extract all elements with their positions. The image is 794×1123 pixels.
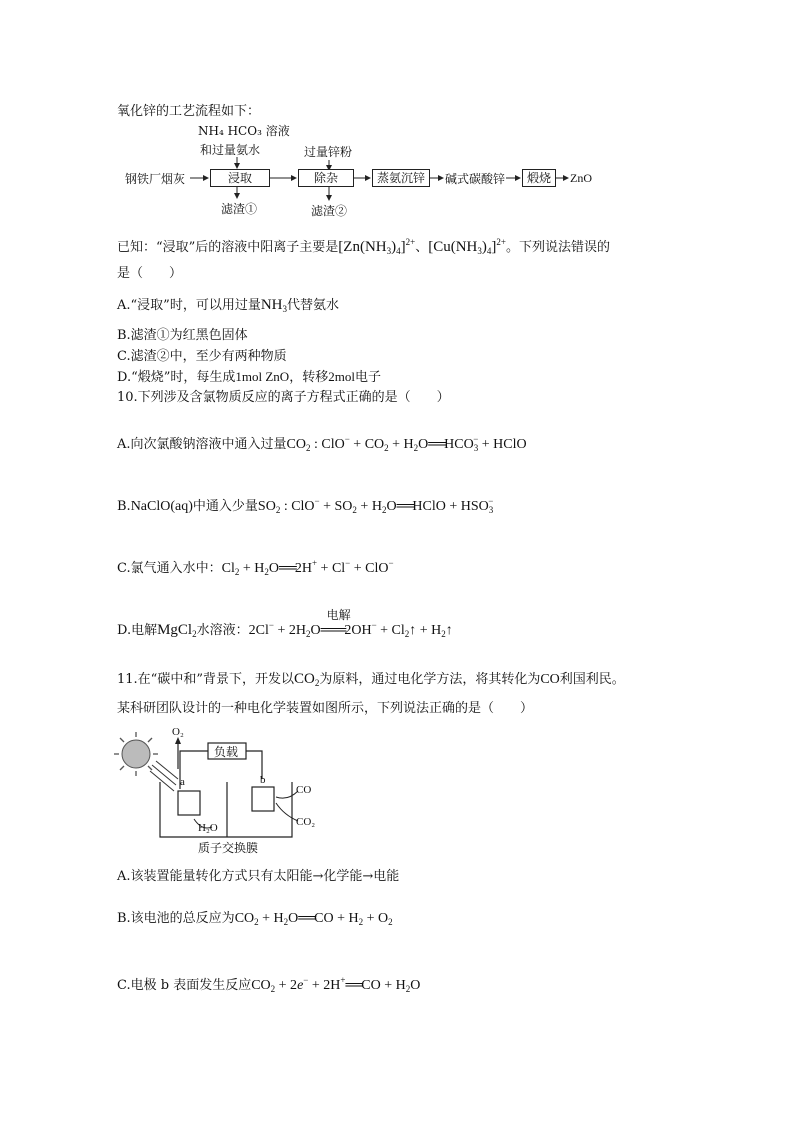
co-formula: CO <box>540 672 560 687</box>
load-label: 负载 <box>214 745 239 759</box>
q10-c-equation: $Cl_2$ + $H_2O══2H^+ + Cl^- + ClO^-$ <box>221 558 394 577</box>
electrode-b <box>252 787 274 811</box>
q10-b-mid: 中通入少量 <box>192 499 258 514</box>
q9-known-prefix: 已知：“浸取”后的溶液中阳离子主要是 <box>117 240 339 255</box>
zno-amount: 1mol ZnO <box>235 369 290 384</box>
sun-icon <box>114 732 178 791</box>
electrolysis-condition: 电解 <box>326 608 351 622</box>
q11-b-equation: $CO_2$ + $H_2O══CO + H_2 + O_2$ <box>234 911 393 927</box>
q9-d-prefix: D.“煅烧”时，每生成 <box>117 370 236 385</box>
q10-option-c <box>117 554 394 581</box>
flow-arrows <box>0 0 794 230</box>
q9-a-suffix: 代替氨水 <box>287 298 340 313</box>
q11-c-equation: $CO_2 + 2e^-$ + 2H+══CO + $H_2O$ <box>251 975 421 994</box>
q9-option-c: C.滤渣②中，至少有两种物质 <box>117 349 287 364</box>
co-label: CO <box>296 784 312 796</box>
process-flowchart <box>0 0 794 230</box>
flow-start: 钢铁厂烟灰 <box>125 172 186 186</box>
q10-a-prefix: A.向次氯酸钠溶液中通入过量 <box>117 437 287 452</box>
intermediate-label: 碱式碳酸锌 <box>445 172 506 186</box>
naclo-formula: NaClO(aq) <box>130 499 193 514</box>
q10-d-mid: 水溶液： <box>196 623 249 638</box>
flow-product: ZnO <box>570 171 592 185</box>
co2-formula: $CO_2$ <box>293 671 320 688</box>
co2-label: CO₂ <box>296 816 316 828</box>
q11-b-prefix: B.该电池的总反应为 <box>117 911 235 926</box>
q9-stem-line2: 是（ ） <box>117 266 183 281</box>
step-ammonia-box: 蒸氨沉锌 <box>372 169 430 187</box>
electrode-b-label: b <box>260 774 266 786</box>
q10-option-d <box>117 608 453 643</box>
electrochemical-cell-diagram <box>112 727 332 862</box>
q9-known-line <box>117 233 610 260</box>
q10-d-prefix: D.电解 <box>117 623 158 638</box>
q10-b-equation: $SO_2$ : $ClO^- + SO_2$ + $H_2O══HClO + HSO_3^-$ <box>257 496 494 515</box>
q11-option-b <box>117 910 393 931</box>
q9-option-b: B.滤渣①为红黑色固体 <box>117 328 248 343</box>
residue1-label: 滤渣① <box>221 202 258 216</box>
o2-label: O₂ <box>172 726 184 738</box>
reagent2: 过量锌粉 <box>304 145 353 159</box>
mgcl2-formula: MgCl$_2$ <box>157 622 197 639</box>
q11-stem-line1 <box>117 670 625 692</box>
q9-d-mid: ，转移 <box>289 370 329 385</box>
q9-option-d <box>117 368 381 387</box>
step-calcine-box: 煅烧 <box>522 169 556 187</box>
electrode-a <box>178 791 200 815</box>
h2o-label: H₂O <box>198 822 218 834</box>
intro-text: 氧化锌的工艺流程如下： <box>117 104 261 119</box>
q9-known-sep: 、 <box>415 240 429 255</box>
q9-d-suffix: 电子 <box>354 370 381 385</box>
q9-option-a <box>117 296 339 318</box>
cu-complex-formula: $[Cu(NH_3)_4]^{2+}$ <box>428 237 506 256</box>
q10-c-prefix: C.氯气通入水中： <box>117 561 222 576</box>
electron-amount: 2mol <box>328 369 355 384</box>
nh3-formula: $NH_3$ <box>260 297 287 314</box>
q10-b-prefix: B. <box>117 499 131 514</box>
residue2-label: 滤渣② <box>311 204 348 218</box>
q10-stem: 10.下列涉及含氯物质反应的离子方程式正确的是（ ） <box>117 390 450 405</box>
q11-option-a: A.该装置能量转化方式只有太阳能→化学能→电能 <box>117 869 400 884</box>
q10-d-equation: $2Cl^- + 2H_2O$ 电解 ═══2OH− + $Cl_2↑$ + $H_2↑$ <box>248 608 453 639</box>
q10-option-b <box>117 492 493 519</box>
q10-a-equation: $CO_2$ : $ClO^- + CO_2$ + $H_2O══HCO_3^-$ + HClO <box>286 434 527 453</box>
q11-stem1-mid: 为原料，通过电化学方法，将其转化为 <box>319 672 541 687</box>
step-purify-box: 除杂 <box>298 169 354 187</box>
reagent1-line2: 和过量氨水 <box>200 143 261 157</box>
q11-stem-line2: 某科研团队设计的一种电化学装置如图所示，下列说法正确的是（ ） <box>117 701 534 716</box>
step-leaching-box: 浸取 <box>210 169 270 187</box>
q11-stem1-suffix: 利国利民。 <box>559 672 625 687</box>
q11-stem1-prefix: 11.在“碳中和”背景下，开发以 <box>117 672 294 687</box>
membrane-label: 质子交换膜 <box>198 841 259 855</box>
q9-a-prefix: A.“浸取”时，可以用过量 <box>117 298 261 313</box>
zn-complex-formula: $[Zn(NH_3)_4]^{2+}$ <box>338 237 416 256</box>
q11-c-prefix: C.电极 b 表面发生反应 <box>117 978 252 993</box>
q11-option-c <box>117 971 420 998</box>
q9-known-suffix: 。下列说法错误的 <box>505 240 610 255</box>
reagent1-line1: NH₄ HCO₃ 溶液 <box>198 124 290 138</box>
q10-option-a <box>117 430 527 457</box>
electrode-a-label: a <box>180 776 185 788</box>
